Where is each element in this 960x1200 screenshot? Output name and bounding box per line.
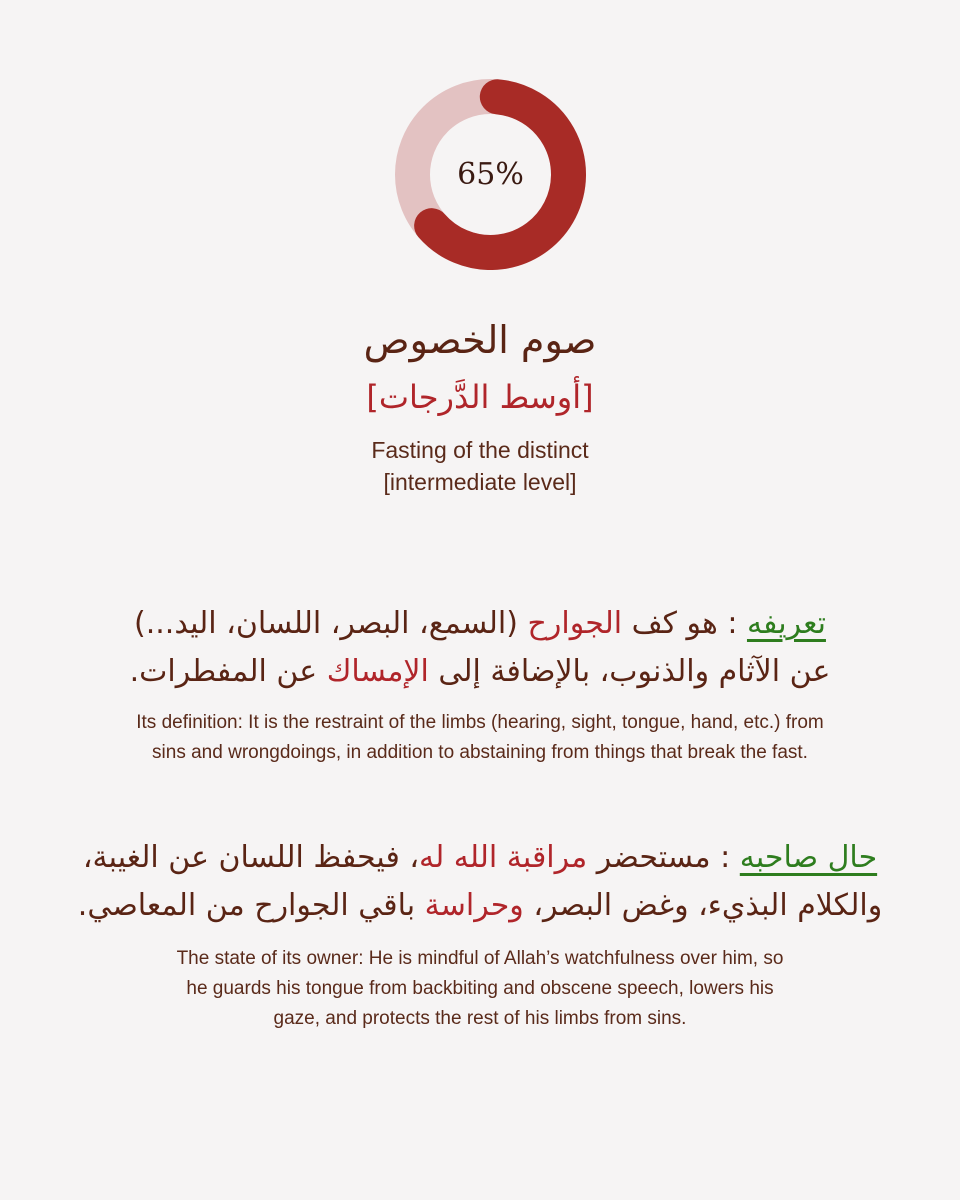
state-english <box>40 944 920 1034</box>
state-line-2-part-a: والكلام البذيء، وغض البصر، <box>523 888 883 923</box>
definition-colon: : <box>717 606 747 641</box>
title-english-line-2: [intermediate level] <box>383 469 577 495</box>
definition-english-line-2: sins and wrongdoings, in addition to abstaining from things that break the fast. <box>152 742 808 763</box>
state-line-1-part-c: ، فيحفظ اللسان عن الغيبة، <box>82 840 420 875</box>
state-arabic <box>60 834 900 930</box>
definition-arabic-line-2 <box>60 648 900 696</box>
state-line-2-part-b: وحراسة <box>424 888 524 923</box>
progress-donut <box>395 79 586 270</box>
state-line-1-part-b: مراقبة الله له <box>419 840 588 875</box>
state-arabic-line-1 <box>60 834 900 882</box>
progress-percent-label: 65% <box>457 157 524 192</box>
state-arabic-line-2 <box>60 882 900 930</box>
title-english <box>0 434 960 498</box>
definition-arabic <box>60 600 900 696</box>
definition-line-2-part-a: عن الآثام والذنوب، بالإضافة إلى <box>428 654 831 689</box>
state-english-line-3: gaze, and protects the rest of his limbs from sins. <box>273 1008 687 1029</box>
subtitle-arabic: [أوسط الدَّرجات] <box>366 378 594 416</box>
definition-english-line-1: Its definition: It is the restraint of the limbs (hearing, sight, tongue, hand, etc.) from <box>136 712 824 733</box>
definition-line-2-part-c: عن المفطرات. <box>129 654 327 689</box>
definition-line-2-part-b: الإمساك <box>326 654 429 689</box>
definition-term: تعريفه <box>746 606 826 641</box>
definition-english <box>40 708 920 768</box>
definition-line-1-part-b: الجوارح <box>527 606 623 641</box>
state-english-line-2: he guards his tongue from backbiting and obscene speech, lowers his <box>186 978 774 999</box>
state-line-2-part-c: باقي الجوارح من المعاصي. <box>77 888 425 923</box>
title-english-line-1: Fasting of the distinct <box>371 437 589 463</box>
definition-line-1-part-a: هو كف <box>622 606 718 641</box>
state-colon: : <box>710 840 740 875</box>
title-arabic: صوم الخصوص <box>363 318 597 362</box>
state-english-line-1: The state of its owner: He is mindful of Allah’s watchfulness over him, so <box>176 948 784 969</box>
state-line-1-part-a: مستحضر <box>587 840 711 875</box>
definition-line-1-part-c: (السمع، البصر، اللسان، اليد...) <box>134 606 528 641</box>
state-term: حال صاحبه <box>739 840 878 875</box>
definition-arabic-line-1 <box>60 600 900 648</box>
